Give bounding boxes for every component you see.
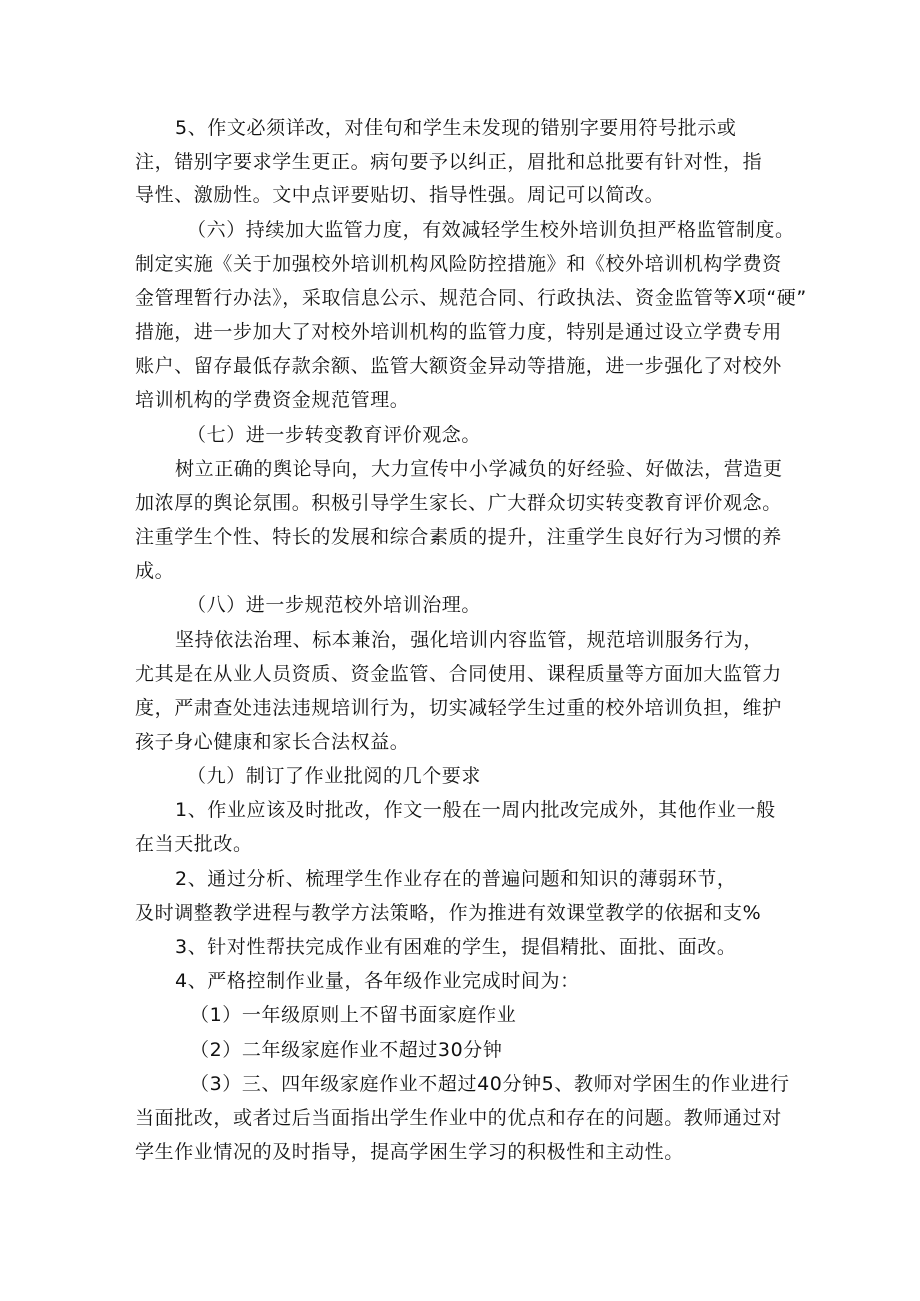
text-line: 孩子身心健康和家长合法权益。 <box>135 731 410 753</box>
text-line: 度，严肃查处违法违规培训行为，切实减轻学生过重的校外培训负担，维护 <box>135 697 782 719</box>
text-line: 导性、激励性。文中点评要贴切、指导性强。周记可以简改。 <box>135 184 665 206</box>
text-line: 4、严格控制作业量，各年级作业完成时间为： <box>175 970 580 992</box>
text-line: 账户、留存最低存款余额、监管大额资金异动等措施，进一步强化了对校外 <box>135 355 782 377</box>
text-line: 尤其是在从业人员资质、资金监管、合同使用、课程质量等方面加大监管力 <box>135 663 782 685</box>
text-line: 学生作业情况的及时指导，提高学困生学习的积极性和主动性。 <box>135 1141 684 1163</box>
text-line: 1、作业应该及时批改，作文一般在一周内批改完成外，其他作业一般 <box>175 799 776 821</box>
text-line: 坚持依法治理、标本兼治，强化培训内容监管，规范培训服务行为， <box>175 629 764 651</box>
text-line: 制定实施《关于加强校外培训机构风险防控措施》和《校外培训机构学费资 <box>135 253 782 275</box>
section-heading: （九）制订了作业批阅的几个要求 <box>187 765 482 787</box>
text-line: 注重学生个性、特长的发展和综合素质的提升，注重学生良好行为习惯的养 <box>135 526 782 548</box>
text-line: 在当天批改。 <box>135 833 253 855</box>
text-line: 当面批改，或者过后当面指出学生作业中的优点和存在的问题。教师通过对 <box>135 1107 782 1129</box>
text-line: 3、针对性帮扶完成作业有困难的学生，提倡精批、面批、面改。 <box>175 936 737 958</box>
text-line: 及时调整教学进程与教学方法策略，作为推进有效课堂教学的依据和支% <box>135 902 762 924</box>
text-line: 加浓厚的舆论氛围。积极引导学生家长、广大群众切实转变教育评价观念。 <box>135 492 782 514</box>
text-line: 树立正确的舆论导向，大力宣传中小学减负的好经验、好做法，营造更 <box>175 458 783 480</box>
list-item: （3）三、四年级家庭作业不超过40分钟5、教师对学困生的作业进行 <box>190 1073 790 1095</box>
text-line: 2、通过分析、梳理学生作业存在的普遍问题和知识的薄弱环节， <box>175 868 737 890</box>
text-line: 金管理暂行办法》，采取信息公示、规范合同、行政执法、资金监管等X项“硬” <box>135 287 807 309</box>
section-heading: （七）进一步转变教育评价观念。 <box>187 424 482 446</box>
list-item: （2）二年级家庭作业不超过30分钟 <box>190 1039 503 1061</box>
text-line: （六）持续加大监管力度，有效减轻学生校外培训负担严格监管制度。 <box>187 219 795 241</box>
text-line: 措施，进一步加大了对校外培训机构的监管力度，特别是通过设立学费专用 <box>135 321 782 343</box>
text-line: 培训机构的学费资金规范管理。 <box>135 389 410 411</box>
text-line: 注，错别字要求学生更正。病句要予以纠正，眉批和总批要有针对性，指 <box>135 151 763 173</box>
text-line: 成。 <box>135 560 175 582</box>
text-line: 5、作文必须详改，对佳句和学生未发现的错别字要用符号批示或 <box>175 117 737 139</box>
list-item: （1）一年级原则上不留书面家庭作业 <box>190 1004 517 1026</box>
section-heading: （八）进一步规范校外培训治理。 <box>187 594 482 616</box>
